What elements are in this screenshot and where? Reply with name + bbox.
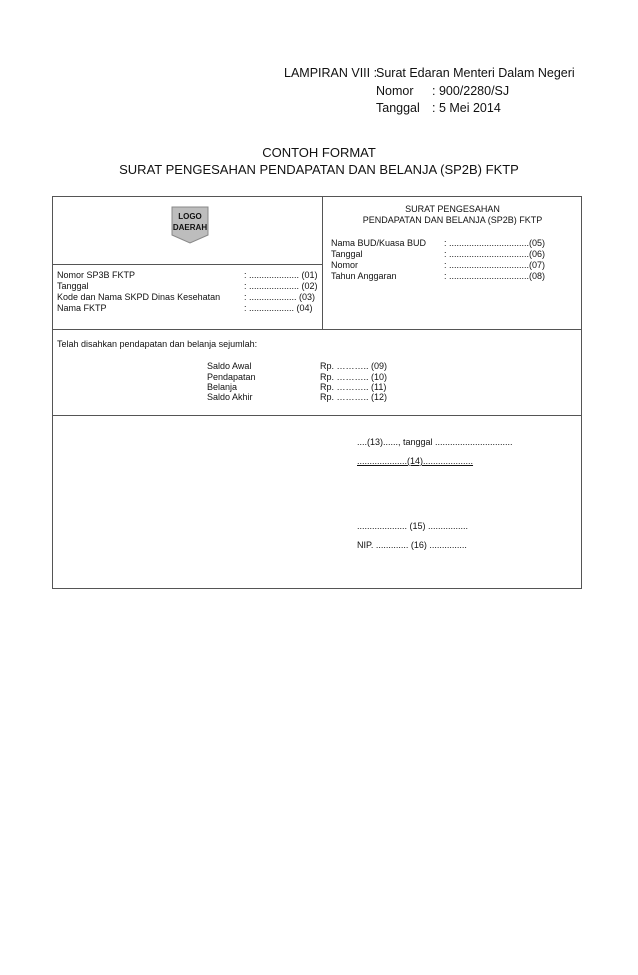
document-title-line1: CONTOH FORMAT (262, 145, 376, 160)
left-field-value-2: : .................... (02) (244, 281, 318, 291)
divider-section-2 (52, 415, 582, 416)
signature-nip: NIP. ............. (16) ............... (357, 540, 467, 550)
divider-section-1 (52, 329, 582, 330)
left-field-value-4: : .................. (04) (244, 303, 313, 313)
signature-name: .................... (15) ................ (357, 521, 469, 531)
belanja-value: Rp. ……….. (11) (320, 382, 387, 392)
header-nomor-label: Nomor (376, 84, 414, 98)
ratification-intro: Telah disahkan pendapatan dan belanja sejumlah: (57, 339, 258, 349)
right-field-value-6: : ................................(06) (444, 249, 546, 259)
left-field-label-4: Nama FKTP (57, 303, 107, 313)
right-header-line1: SURAT PENGESAHAN (405, 204, 500, 214)
right-field-value-8: : ................................(08) (444, 271, 546, 281)
right-field-value-5: : ................................(05) (444, 238, 546, 248)
left-field-label-3: Kode dan Nama SKPD Dinas Kesehatan (57, 292, 221, 302)
left-field-label-2: Tanggal (57, 281, 89, 291)
divider-left-fields (52, 264, 322, 265)
lampiran-label: LAMPIRAN VIII : (284, 66, 378, 80)
right-field-label-7: Nomor (331, 260, 359, 270)
pendapatan-label: Pendapatan (207, 372, 256, 382)
document-title-line2: SURAT PENGESAHAN PENDAPATAN DAN BELANJA (SP2B) FKTP (119, 162, 519, 177)
left-field-label-1: Nomor SP3B FKTP (57, 270, 136, 280)
belanja-label: Belanja (207, 382, 238, 392)
left-field-value-1: : .................... (01) (244, 270, 318, 280)
header-nomor-value: : 900/2280/SJ (432, 84, 510, 98)
left-field-value-3: : ................... (03) (244, 292, 316, 302)
saldo-awal-value: Rp. ……….. (09) (320, 361, 388, 371)
header-tanggal-value: : 5 Mei 2014 (432, 101, 501, 115)
pendapatan-value: Rp. ……….. (10) (320, 372, 388, 382)
lampiran-surat: Surat Edaran Menteri Dalam Negeri (376, 66, 575, 80)
right-field-label-8: Tahun Anggaran (331, 271, 397, 281)
right-field-value-7: : ................................(07) (444, 260, 546, 270)
right-field-label-6: Tanggal (331, 249, 363, 259)
header-tanggal-label: Tanggal (376, 101, 420, 115)
logo-text-line2: DAERAH (172, 223, 208, 232)
saldo-akhir-label: Saldo Akhir (207, 392, 253, 402)
right-field-label-5: Nama BUD/Kuasa BUD (331, 238, 427, 248)
signature-position: ....................(14).................... (357, 456, 474, 466)
signature-place-date: ....(13)......, tanggal ............................... (357, 437, 513, 447)
logo-daerah (170, 206, 210, 244)
saldo-akhir-value: Rp. ……….. (12) (320, 392, 388, 402)
right-header-line2: PENDAPATAN DAN BELANJA (SP2B) FKTP (362, 215, 543, 225)
saldo-awal-label: Saldo Awal (207, 361, 252, 371)
logo-text-line1: LOGO (178, 212, 202, 221)
